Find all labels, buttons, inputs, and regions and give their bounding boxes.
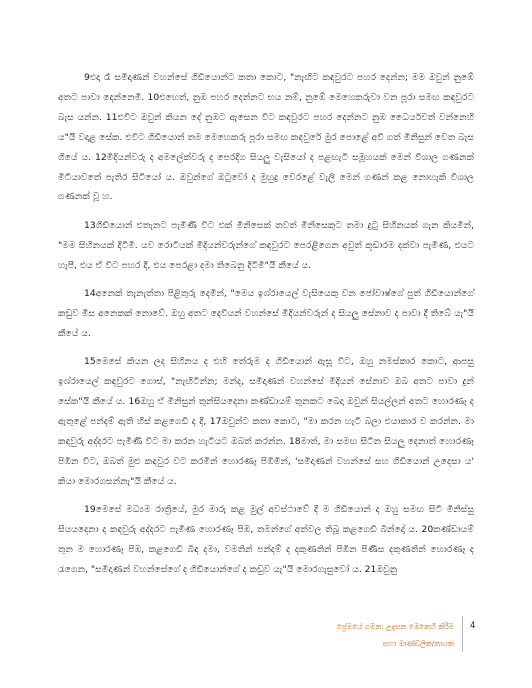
footer-author: සහා මාණ්ඩලික/නායක	[382, 639, 454, 648]
footer-title: ප්‍රේමයේ ගමන: උදැසන මෙනෙහි කිරීම	[336, 622, 454, 631]
paragraph: 14අනෙක් තැනැත්තා පිළිතුරු දෙමින්, "මෙය ඉශ්රායෙල් වැසියෙකු වන ජෝවාෂ්ගේ පුත් ගිඩියොන්ගේ කඩුව මිස අනෙකක් නොවේ. ඔහු අතට දෙවියන් වහන්සේ මිදියන්වරුන් ද සියලු සේනාව ද පාවා දී තිබේ යැ"යි කීයේ ය.	[58, 288, 474, 339]
paragraph: 15මෙසේ කියන ලද සිහිනය ද එහි තේරුම ද ගිඩියොන් ඇසූ විට, ඔහු නමස්කාර කොට, ආපසු ඉශ්රායෙල් කඳවුරට ගොස්, "නැඟිටින්න; මන්ද, සමිදාණන් වහන්සේ මිදියන් සේනාව ඔබ අතට පාවා දුන් සේක"යි කීයේ ය. 16ඔහු ඒ මිනිසුන් තුන්සියදෙනා කණ්ඩායම් තුනකට බෙදා ඔවුන් සියල්ලන් අතට හොරණෑ ද ඇතුළේ පන්දම් ඇති හිස් කළගෙඩි ද දී, 17ඔවුන්ට කතා කොට, "මා කරන හැටි බලා එයාකාර ව කරන්න. මා කඳවුරු අද්දරට පැමිණි විට මා කරන හැටියට ඔබත් කරන්න. 18මාත්, මා සමඟ සිටින සියලු දෙනාත් හොරණෑ පිඹින විට, ඔබත් මුළු කඳවුර වට කරමින් හොරණෑ පිඹිමින්, 'සමිදාණන් වහන්සේ සහ ගිඩියොන් උදෙසා ය' කියා මොරගසන්නැ"යි කීයේ ය.	[58, 356, 474, 487]
paragraph: 13ගිඩියොන් එතැනට පැමිණි විට එක් මිනිසෙක් තවත් මිනිසෙකුට තමා දුටු සිහිනයක් ගැන කියමින්, "මම සිහිනයක් දිටිමි. යව රොටියක් මිදියන්වරුන්ගේ කඳවුරට පෙරළීගෙන අවුත් කූඩාරම දක්වා පැමිණ, එයට හැපී, එය ඒ විට පහර දී, එය පෙරළා දමා තිබෙනු දිටිමි"යි කීයේ ය.	[58, 219, 474, 271]
body-text	[58, 68, 474, 588]
footer-divider	[462, 616, 463, 652]
paragraph: 9එදා රෑ සමිදාණන් වහන්සේ ගිඩියොන්ට කතා කොට, "නැඟිට කඳවුරට පහර දෙන්න; මම ඔවුන් නුඹේ අතට පාවා දෙන්නෙමි. 10එහෙත්, නුඹ පහර දෙන්නට භය නම්, නුඹේ මෙහෙකරුවා වන පූරා සමඟ කඳවුරට බැස යන්න. 11එවිට ඔවුන් කියන දේ නුඹට ඇසෙන විට කඳවුරට පහර දෙන්නට නුඹ ධෛර්යවත් වන්නෙහි ය"යි වදාළ සේක. එවිට ගිඩියොන් තම මෙහෙකරු පූරා සමඟ කඳවුරේ මුර පොළේ අවි ගත් මිනිසුන් වෙත බැස ගියේ ය. 12මිදියන්වරු ද අමලේක්වරු ද පෙරදිග සියලු වැසියෝ ද පළඟැටි සමූහයක් මෙන් විශාල ගණනක් මිටියාවතේ පැතිර සිටියෝ ය. ඔවුන්ගේ ඔටුවෝ ද මුහුදු වෙරළේ වැලි මෙන් ගණන් කළ නොහැකි විශාල ගණනක් වූ හ.	[58, 72, 474, 203]
paragraph: 19මෙසේ මධ්‍යම රාත්‍රියේ, මුර මාරු කළ මුල් අවස්ථාවේ දී ම ගිඩියොන් ද ඔහු සමඟ සිටි මිනිස්සු සියයදෙනා ද කඳවුරු අද්දරට පැමිණ හොරණෑ පිඹ, තමන්ගේ අත්වල තිබූ කළගෙඩි බින්දෝ ය. 20කණ්ඩායම් තුන ම හොරණෑ පිඹ, කළගෙඩි බිඳ දමා, වමතින් පන්දම් ද දකුණතින් පිඹින පිණිස දකුණතින් හොරණෑ ද රැගෙන, "සමිදාණන් වහන්සේගේ ද ගිඩියොන්ගේ ද කඩුව යැ"යි මොරගැසුවෝ ය. 21ඔවුනු	[58, 504, 474, 575]
page-number: 4	[470, 621, 476, 631]
page-footer	[0, 612, 532, 652]
